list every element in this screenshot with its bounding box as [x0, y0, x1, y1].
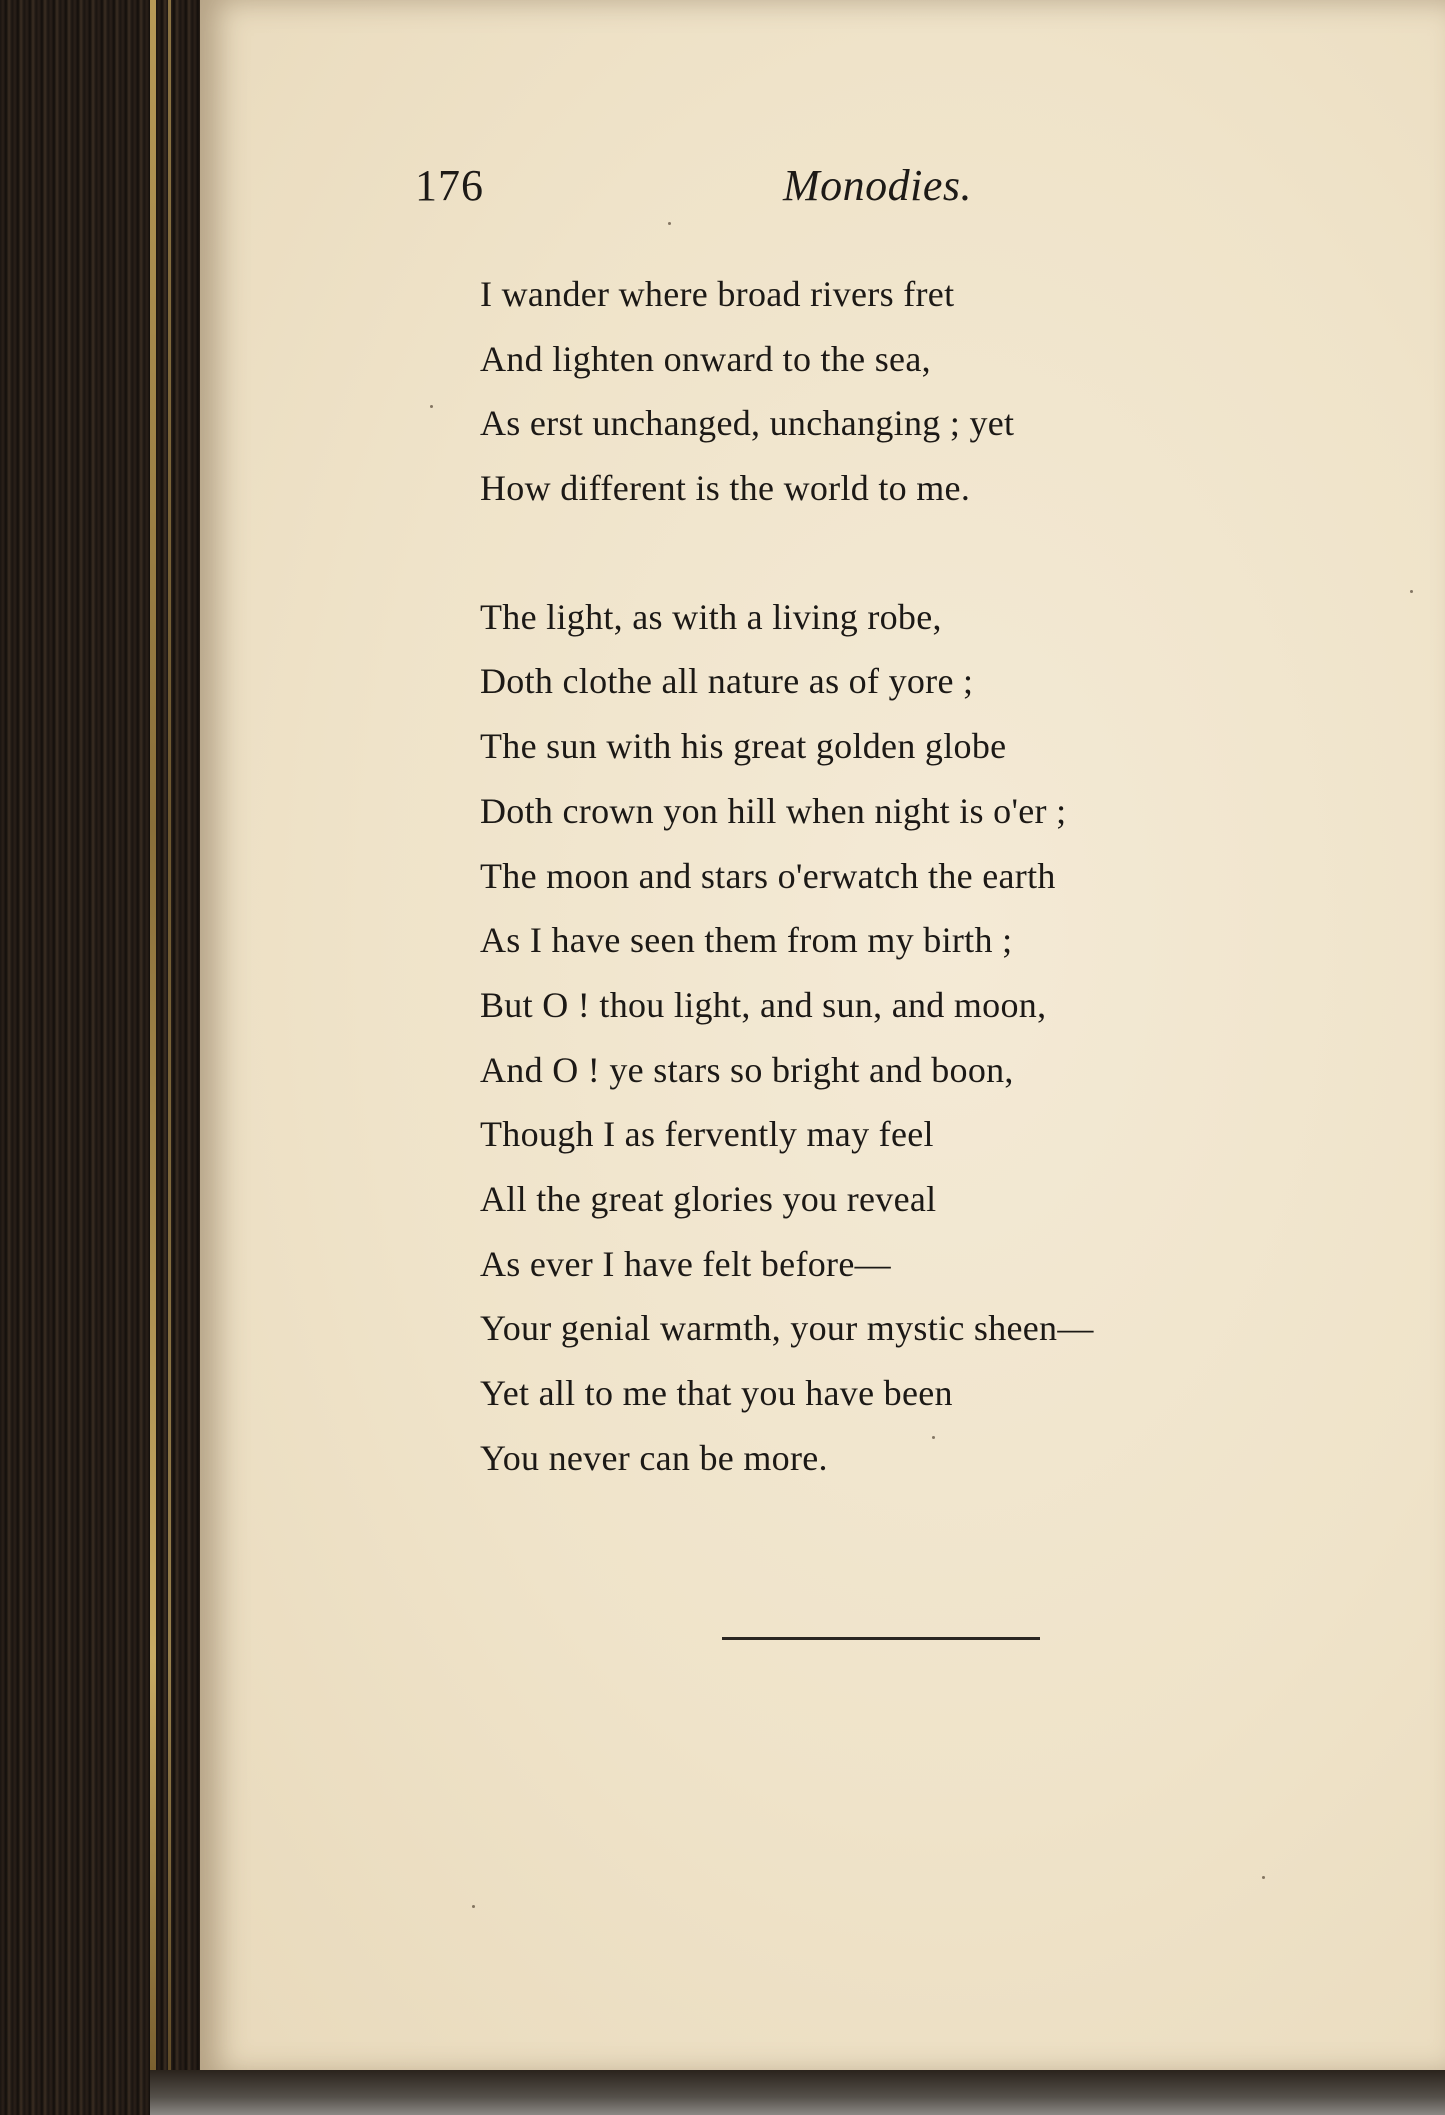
poem-line: As I have seen them from my birth ;: [480, 920, 1013, 961]
poem-line: The moon and stars o'erwatch the earth: [480, 855, 1056, 896]
stanza: [480, 262, 1300, 521]
gilt-edge-line: [150, 0, 156, 2070]
section-divider-rule: [722, 1637, 1040, 1640]
paper-speck: [1410, 590, 1413, 593]
scan-bottom-edge: [150, 2070, 1445, 2115]
poem-line: Doth clothe all nature as of yore ;: [480, 661, 974, 702]
poem-line: I wander where broad rivers fret: [480, 274, 955, 314]
poem-line: All the great glories you reveal: [480, 1178, 937, 1219]
running-title: Monodies.: [783, 161, 973, 210]
poem-line: But O ! thou light, and sun, and moon,: [480, 984, 1047, 1025]
book-fore-edge: [0, 0, 210, 2115]
poem-line: Doth crown yon hill when night is o'er ;: [480, 790, 1067, 831]
paper-speck: [472, 1905, 475, 1908]
poem-body: [480, 262, 1300, 1490]
poem-line: The light, as with a living robe,: [480, 596, 942, 637]
poem-line: Yet all to me that you have been: [480, 1373, 953, 1413]
paper-speck: [1262, 1876, 1265, 1879]
gilt-edge-line: [168, 0, 171, 2070]
poem-line: As erst unchanged, unchanging ; yet: [480, 403, 1015, 444]
paper-speck: [430, 405, 433, 408]
poem-line: Your genial warmth, your mystic sheen—: [480, 1308, 1094, 1349]
stanza: [480, 585, 1300, 1491]
poem-line: And lighten onward to the sea,: [480, 338, 931, 379]
paper-speck: [932, 1436, 935, 1439]
poem-line: You never can be more.: [480, 1437, 828, 1478]
page-number: 176: [415, 161, 484, 210]
poem-line: As ever I have felt before—: [480, 1243, 891, 1284]
paper-speck: [668, 222, 671, 225]
running-head: [415, 160, 1315, 220]
poem-line: And O ! ye stars so bright and boon,: [480, 1049, 1014, 1090]
poem-line: Though I as fervently may feel: [480, 1114, 934, 1155]
poem-line: The sun with his great golden globe: [480, 726, 1007, 767]
poem-line: How different is the world to me.: [480, 468, 971, 509]
